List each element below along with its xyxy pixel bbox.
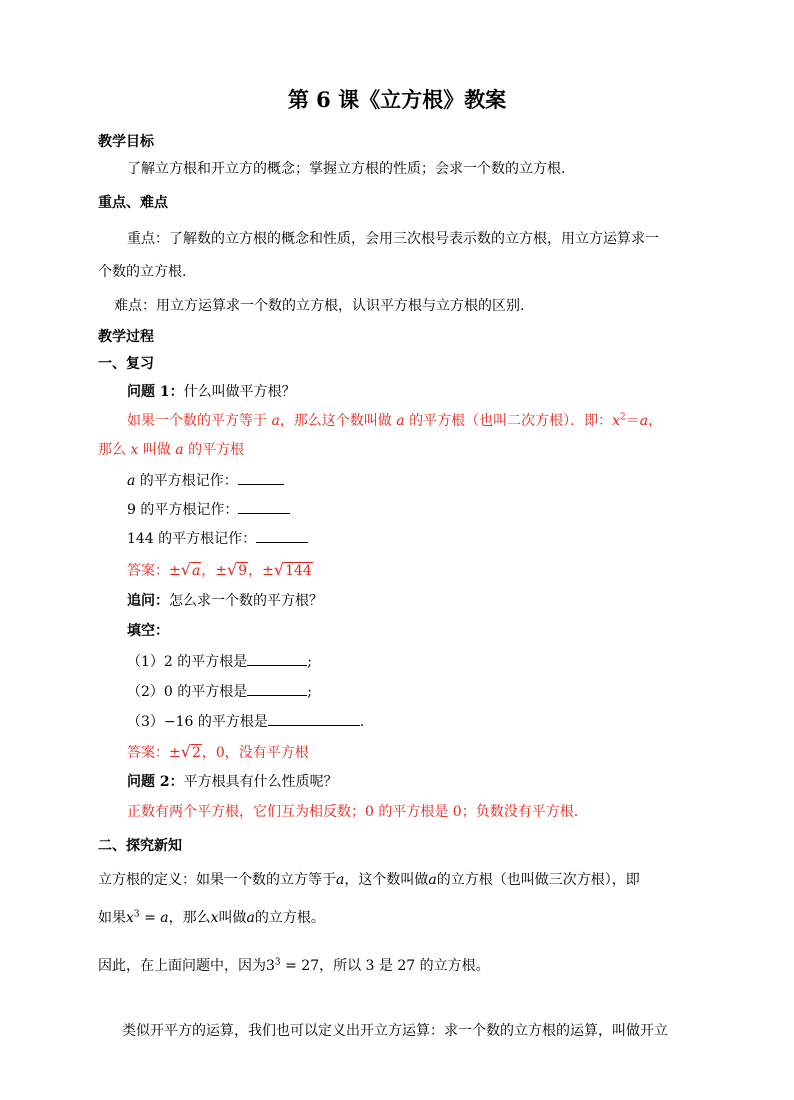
fill-3-text: （3）−16 的平方根是: [127, 714, 268, 730]
cube-def2-c: 叫做: [218, 910, 247, 926]
notation-144-text: 144 的平方根记作：: [127, 531, 257, 547]
fill-in-label: 填空：: [127, 623, 169, 639]
fill-2-blank: [247, 681, 307, 696]
notation-a-var: a: [127, 473, 136, 489]
sqrt-a: √a: [180, 560, 201, 579]
sqrt-144: √144: [273, 560, 312, 579]
question-2-answer: 正数有两个平方根，它们互为相反数；0 的平方根是 0；负数没有平方根.: [127, 804, 579, 820]
goals-text: 了解立方根和开立方的概念；掌握立方根的性质；会求一个数的立方根.: [127, 161, 566, 177]
cube-def-b: ，这个数叫做: [344, 872, 429, 888]
example-base: 3: [266, 958, 275, 974]
pm-1: ±: [169, 563, 181, 579]
cube-def2-var-a-2: a: [246, 910, 255, 926]
cube-def2-var-x-2: x: [210, 910, 219, 926]
pm-2: ±: [215, 563, 228, 579]
cube-def2-b: ，那么: [168, 910, 211, 926]
pm-4: ±: [169, 745, 181, 761]
answer-1-label: 答案：: [127, 563, 169, 579]
def2-var-a: a: [175, 442, 184, 458]
def-equals: ＝: [625, 413, 640, 429]
cube-def2-exp: 3: [133, 909, 140, 920]
example-line: [98, 956, 490, 976]
fill-2-semi: ;: [307, 684, 312, 700]
cube-def-var-a: a: [336, 872, 345, 888]
sep-2: ，: [248, 563, 263, 579]
heading-process: 教学过程: [98, 329, 154, 345]
def-exponent: 2: [619, 412, 626, 423]
square-root-definition-line-2: [98, 440, 244, 460]
question-1: [127, 382, 296, 402]
fill-1-blank: [247, 651, 307, 666]
heading-goals: 教学目标: [98, 134, 154, 150]
def-var-a-2: a: [396, 413, 405, 429]
fill-3-blank: [268, 711, 360, 726]
sqrt-2: √2: [180, 742, 201, 761]
notation-a: [127, 470, 284, 491]
fill-item-1: [127, 651, 312, 672]
def-var-x: x: [612, 413, 620, 429]
def-text-b: ，那么这个数叫做: [279, 413, 397, 429]
follow-up-question: [127, 591, 323, 611]
fill-1-semi: ;: [307, 654, 312, 670]
def-text-a: 如果一个数的平方等于: [127, 413, 272, 429]
fill-item-2: [127, 681, 312, 702]
def2-text-a: 那么: [98, 442, 131, 458]
question-1-text: 什么叫做平方根？: [183, 384, 296, 400]
def2-text-b: 叫做: [138, 442, 176, 458]
answer-1: [127, 560, 313, 581]
notation-144-blank: [256, 528, 308, 543]
fill-item-3: [127, 711, 364, 732]
def2-var-x: x: [130, 442, 139, 458]
example-eq: = 27: [280, 958, 320, 974]
analogy-line: 类似开平方的运算，我们也可以定义出开立方运算：求一个数的立方根的运算，叫做开立: [122, 1023, 668, 1039]
pm-3: ±: [262, 563, 274, 579]
notation-9-blank: [238, 499, 290, 514]
page-title: 第 6 课《立方根》教案: [287, 87, 507, 112]
cube-def-var-a-2: a: [428, 872, 437, 888]
def2-text-c: 的平方根: [183, 442, 245, 458]
notation-a-text: 的平方根记作：: [135, 473, 238, 489]
fill-2-text: （2）0 的平方根是: [127, 684, 248, 700]
example-exp: 3: [274, 957, 281, 968]
cube-def2-eq: =: [139, 910, 161, 926]
follow-up-label: 追问：: [127, 593, 169, 609]
example-a: 因此，在上面问题中，因为: [98, 958, 266, 974]
follow-up-text: 怎么求一个数的平方根？: [169, 593, 323, 609]
def-text-c: 的平方根（也叫二次方根）．即：: [404, 413, 613, 429]
cube-def2-a: 如果: [98, 910, 126, 926]
def-var-a: a: [271, 413, 280, 429]
answer-2-label: 答案：: [127, 745, 169, 761]
question-1-label: 问题 1：: [127, 384, 184, 400]
fill-1-text: （1）2 的平方根是: [127, 654, 248, 670]
notation-144: [127, 528, 308, 549]
def-var-a-3: a: [639, 413, 649, 429]
question-2: [127, 772, 338, 792]
focus-line-2: 个数的立方根.: [98, 264, 187, 280]
def-comma: ，: [648, 413, 663, 429]
subheading-explore: 二、探究新知: [98, 838, 182, 854]
cube-def2-var-a: a: [160, 910, 169, 926]
cube-def2-var-x: x: [126, 910, 134, 926]
notation-a-blank: [238, 470, 284, 485]
cube-root-definition-line-1: [98, 870, 640, 890]
subheading-review: 一、复习: [98, 356, 154, 372]
example-b: ，所以 3 是 27 的立方根。: [319, 958, 490, 974]
answer-2: [127, 742, 309, 763]
cube-root-definition-line-2: [98, 908, 325, 928]
sqrt-9: √9: [227, 560, 248, 579]
difficulty-text: 难点：用立方运算求一个数的立方根，认识平方根与立方根的区别.: [114, 298, 525, 314]
cube-def-a: 立方根的定义：如果一个数的立方等于: [98, 872, 336, 888]
notation-9-text: 9 的平方根记作：: [127, 502, 239, 518]
fill-3-dot: .: [359, 714, 365, 730]
cube-def2-d: 的立方根。: [254, 910, 325, 926]
answer-2-rest: ，0，没有平方根: [201, 745, 309, 761]
sep-1: ，: [201, 563, 216, 579]
question-2-text: 平方根具有什么性质呢？: [183, 774, 338, 790]
question-2-label: 问题 2：: [127, 774, 184, 790]
square-root-definition-line-1: [127, 411, 662, 431]
cube-def-c: 的立方根（也叫做三次方根），即: [436, 872, 640, 888]
heading-focus: 重点、难点: [98, 195, 168, 211]
focus-line-1: 重点：了解数的立方根的概念和性质，会用三次根号表示数的立方根，用立方运算求一: [127, 231, 659, 247]
notation-9: [127, 499, 290, 520]
